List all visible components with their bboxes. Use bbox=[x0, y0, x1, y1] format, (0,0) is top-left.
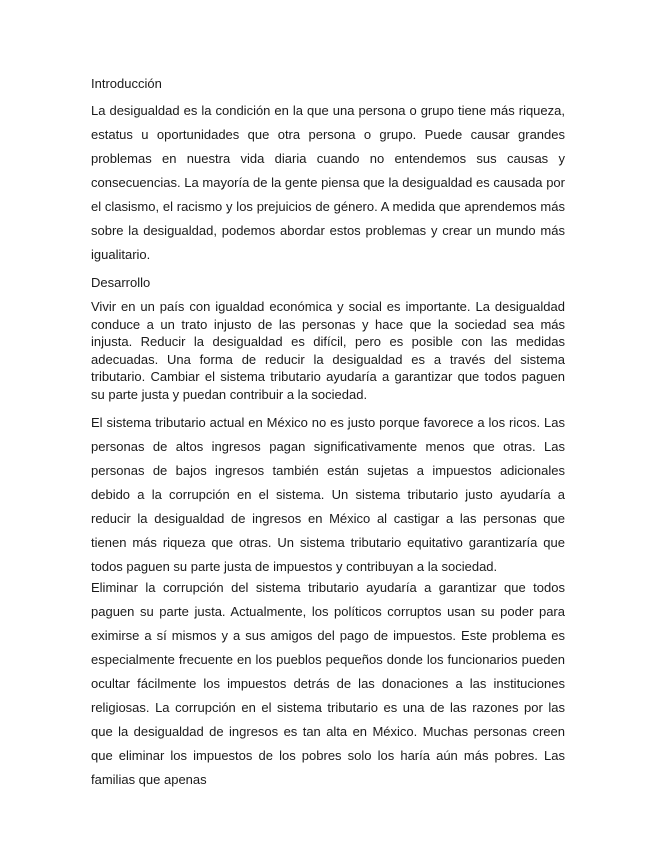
section-heading-introduccion: Introducción bbox=[91, 76, 162, 91]
paragraph-introduccion: La desigualdad es la condición en la que una persona o grupo tiene más riqueza, estatus u oportunidades que otra persona o grupo. Puede causar grandes problemas en nuestra vida diaria cuando no entendemos sus causas y consecuencias. La mayoría de la gente piensa que la desigualdad es causada por el clasismo, el racismo y los prejuicios de género. A medida que aprendemos más sobre la desigualdad, podemos abordar estos problemas y crear un mundo más igualitario. bbox=[91, 103, 565, 262]
section-heading-desarrollo: Desarrollo bbox=[91, 275, 151, 290]
paragraph-desarrollo-3: Eliminar la corrupción del sistema tributario ayudaría a garantizar que todos paguen su parte justa. Actualmente, los políticos corruptos usan su poder para eximirse a sí mismos y a sus amigos del pago de impuestos. Este problema es especialmente frecuente en los pueblos pequeños donde los funcionarios pueden ocultar fácilmente los impuestos detrás de las donaciones a las instituciones religiosas. La corrupción en el sistema tributario es una de las razones por las que la desigualdad de ingresos es tan alta en México. Muchas personas creen que eliminar los impuestos de los pobres solo los haría aún más pobres. Las familias que apenas bbox=[91, 580, 565, 787]
paragraph-desarrollo-1: Vivir en un país con igualdad económica y social es importante. La desigualdad conduce a un trato injusto de las personas y hace que la sociedad sea más injusta. Reducir la desigualdad es difícil, pero es posible con las medidas adecuadas. Una forma de reducir la desigualdad es a través del sistema tributario. Cambiar el sistema tributario ayudaría a garantizar que todos paguen su parte justa y puedan contribuir a la sociedad. bbox=[91, 299, 565, 402]
paragraph-desarrollo-2: El sistema tributario actual en México no es justo porque favorece a los ricos. Las personas de altos ingresos pagan significativamente menos que otras. Las personas de bajos ingresos también están sujetas a impuestos adicionales debido a la corrupción en el sistema. Un sistema tributario justo ayudaría a reducir la desigualdad de ingresos en México al castigar a las personas que tienen más riqueza que otras. Un sistema tributario equitativo garantizaría que todos paguen su parte justa de impuestos y contribuyan a la sociedad. bbox=[91, 415, 565, 574]
